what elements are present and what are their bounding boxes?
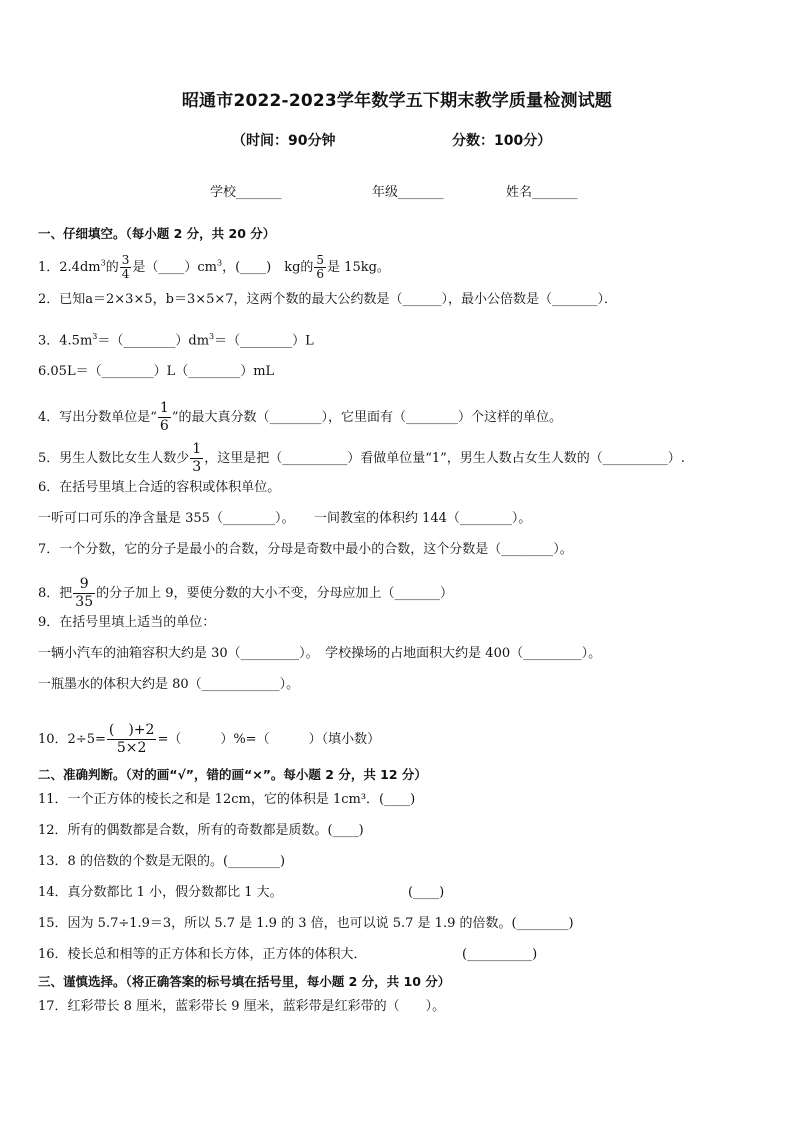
- grade-field[interactable]: 年级_______: [372, 185, 444, 200]
- fraction-9-35: $\frac{9}{35}$: [75, 576, 94, 610]
- question-13: 13．8 的倍数的个数是无限的。(________): [38, 854, 286, 869]
- question-15: 15．因为 5.7÷1.9＝3，所以 5.7 是 1.9 的 3 倍，也可以说 5.7 是 1.9 的倍数。(________): [38, 916, 574, 931]
- question-7: 7．一个分数，它的分子是最小的合数，分母是奇数中最小的合数，这个分数是（________）。: [38, 542, 573, 557]
- question-16-answer[interactable]: (__________): [462, 947, 538, 962]
- fraction-1-3: $\frac{1}{3}$: [192, 441, 202, 475]
- question-5: 5．男生人数比女生人数少 $\frac{1}{3}$ ，这里是把（__________）看做单位量“1”，男生人数占女生人数的（__________）.: [38, 441, 685, 475]
- question-12: 12．所有的偶数都是合数，所有的奇数都是质数。(____): [38, 823, 364, 838]
- question-14: 14．真分数都比 1 小，假分数都比 1 大。: [38, 885, 283, 900]
- exam-time: （时间：90分钟: [232, 133, 336, 149]
- question-9: 9．在括号里填上适当的单位：: [38, 615, 216, 630]
- fraction-blank-plus-2: $\frac{( )+2}{5\times 2}$: [108, 722, 155, 756]
- section-1-heading: 一、仔细填空。（每小题 2 分，共 20 分）: [38, 226, 276, 241]
- question-9a: 一辆小汽车的油箱容积大约是 30（_________）。 学校操场的占地面积大约是 400（_________）。: [38, 646, 602, 661]
- page-title: 昭通市2022-2023学年数学五下期末教学质量检测试题: [181, 91, 613, 111]
- section-2-heading: 二、准确判断。（对的画“√”，错的画“×”。每小题 2 分，共 12 分）: [38, 767, 427, 782]
- question-4: 4．写出分数单位是“ $\frac{1}{6}$ ”的最大真分数（________），它里面有（________）个这样的单位。: [38, 400, 562, 434]
- question-17: 17．红彩带长 8 厘米，蓝彩带长 9 厘米，蓝彩带是红彩带的（ ）。: [38, 999, 446, 1014]
- question-8: 8．把 $\frac{9}{35}$ 的分子加上 9，要使分数的大小不变，分母应加上（_______）: [38, 576, 454, 610]
- question-3a: 3．$4.5m^3=(\_\_\_\_\_\_\_\_)dm^3=(\_\_\_\_\_\_\_\_)L$: [38, 332, 314, 349]
- question-6: 6．在括号里填上合适的容积或体积单位。: [38, 480, 281, 495]
- name-field[interactable]: 姓名_______: [506, 185, 578, 200]
- question-1: 1．$2.4dm^3$的 $\frac{3}{4}$ 是$(\_\_\_\_)cm^3$，(____) kg的 $\frac{5}{6}$ 是 15kg。: [38, 253, 390, 281]
- question-3b: 6.05L＝（________）L（________）mL: [38, 364, 275, 379]
- exam-score: 分数：100分）: [452, 133, 552, 149]
- fraction-1-6: $\frac{1}{6}$: [159, 400, 169, 434]
- question-10: 10．2÷5= $\frac{( )+2}{5\times 2}$ =（ ）%=（ ）（填小数）: [38, 722, 381, 756]
- question-9b: 一瓶墨水的体积大约是 80（____________）。: [38, 677, 300, 692]
- fraction-5-6: $\frac{5}{6}$: [316, 253, 325, 281]
- question-6a: 一听可口可乐的净含量是 355（________）。 一间教室的体积约 144（________）。: [38, 511, 532, 526]
- school-field[interactable]: 学校_______: [210, 185, 282, 200]
- section-3-heading: 三、谨慎选择。（将正确答案的标号填在括号里，每小题 2 分，共 10 分）: [38, 974, 451, 989]
- fraction-3-4: $\frac{3}{4}$: [121, 253, 130, 281]
- question-2: 2．已知a＝2×3×5，b＝3×5×7，这两个数的最大公约数是（______），最小公倍数是（_______）．: [38, 292, 618, 307]
- question-14-answer[interactable]: (____): [408, 885, 445, 900]
- question-16: 16．棱长总和相等的正方体和长方体，正方体的体积大．: [38, 947, 367, 962]
- question-11: 11．一个正方体的棱长之和是 12cm，它的体积是 1cm³．(____): [38, 792, 416, 807]
